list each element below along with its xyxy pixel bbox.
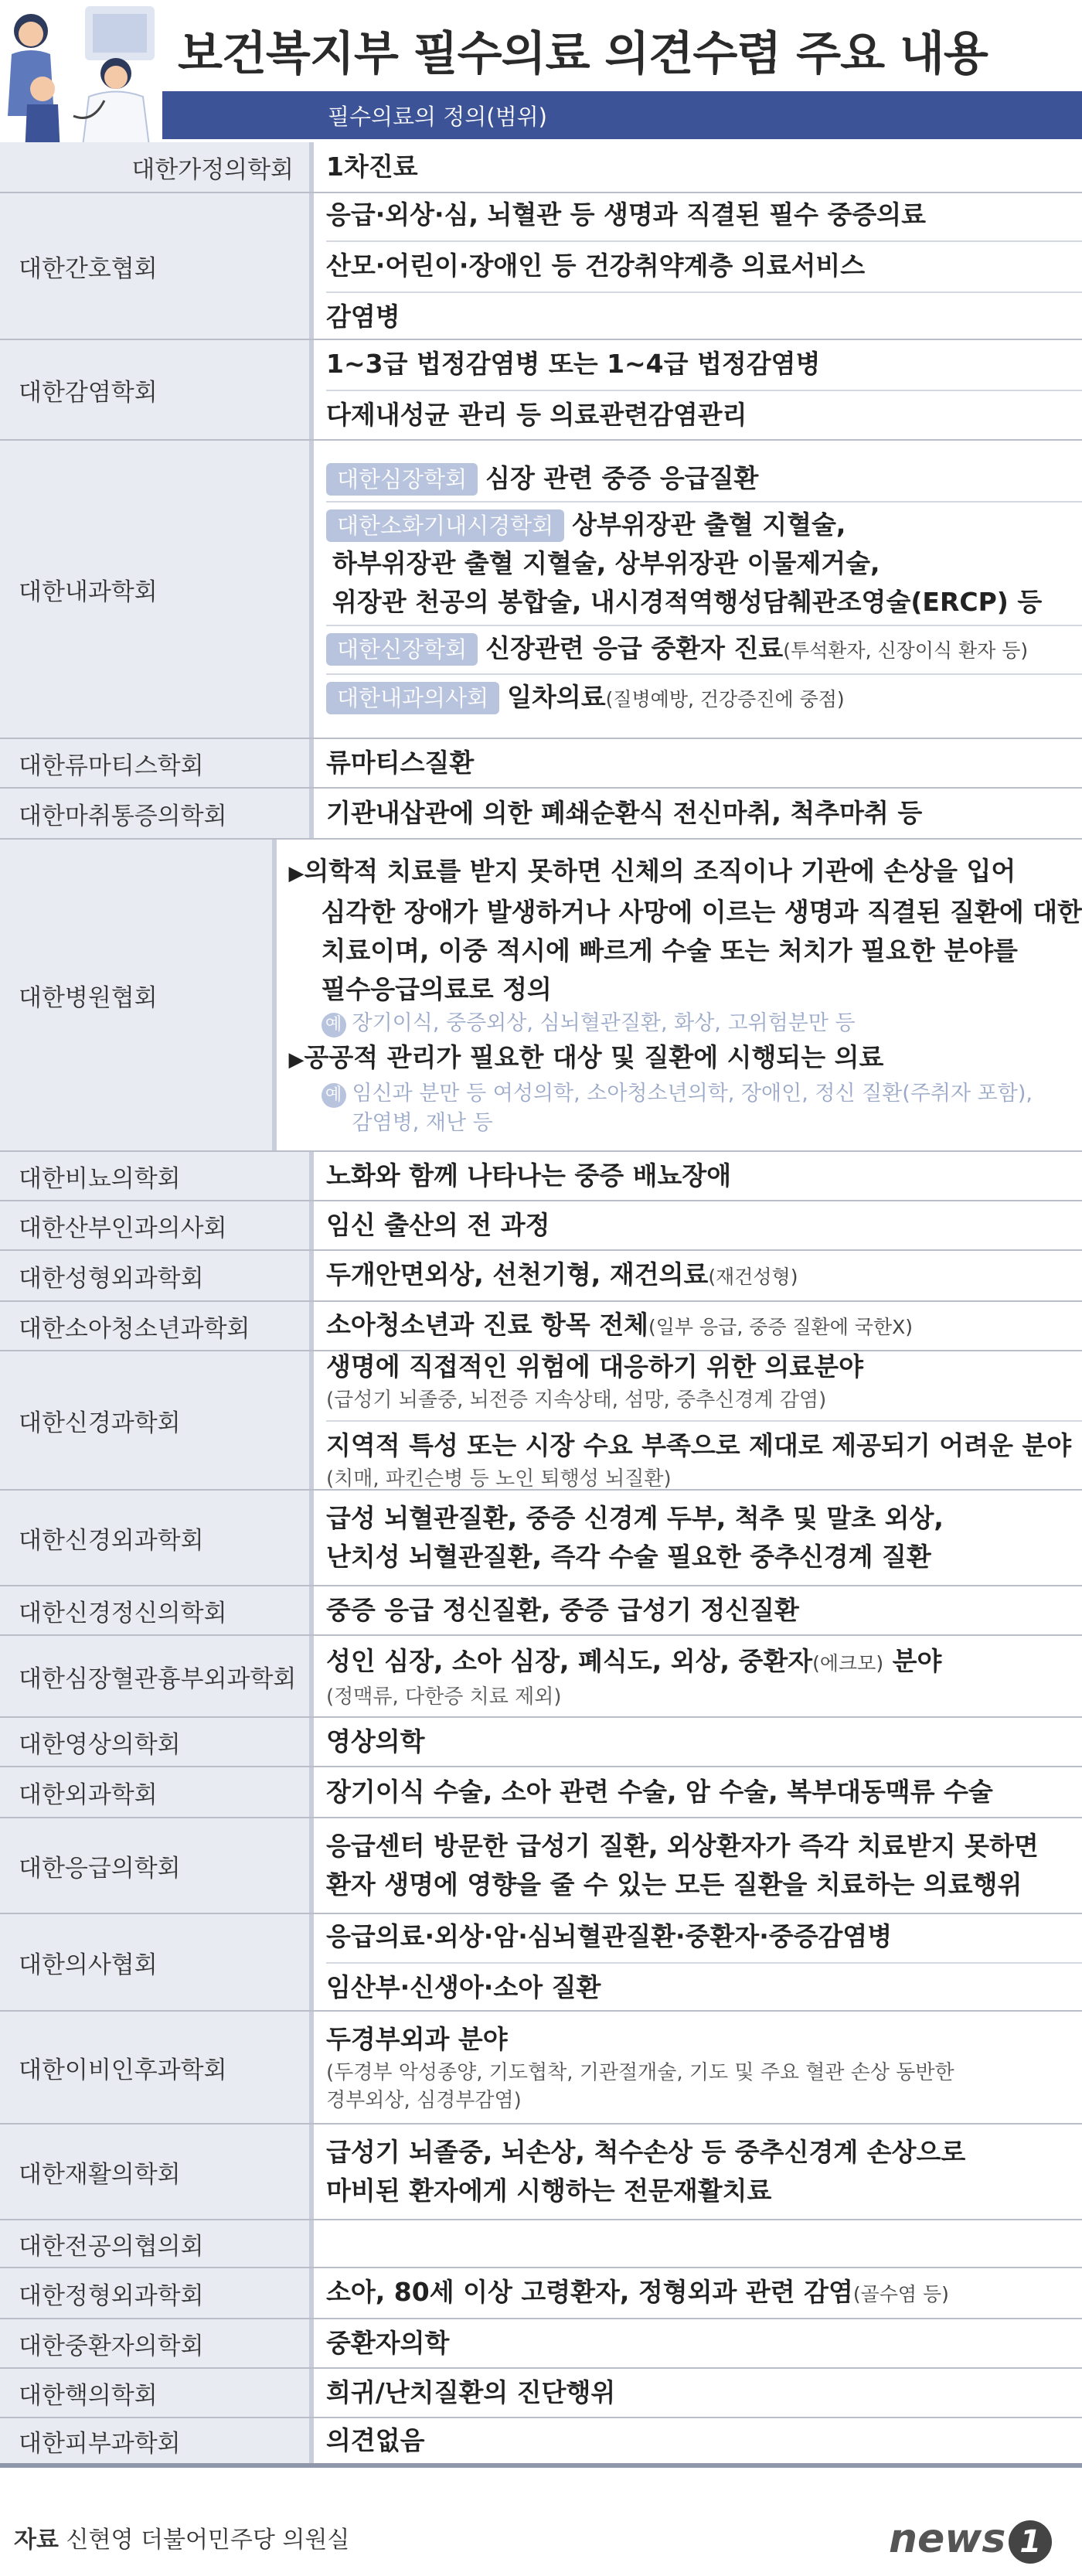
row-text: 심각한 장애가 발생하거나 사망에 이르는 생명과 직결된 질환에 대한 [321, 897, 1082, 927]
row-note: (정맥류, 다한증 치료 제외) [326, 1685, 562, 1709]
row-text: 의견없음 [326, 2425, 425, 2455]
row-text: 장기이식 수술, 소아 관련 수술, 암 수술, 복부대동맥류 수술 [326, 1777, 993, 1807]
row-note: (재건성형) [708, 1265, 798, 1288]
row-text: 응급센터 방문한 급성기 질환, 외상환자가 즉각 치료받지 못하면 [326, 1831, 1039, 1861]
row-note: (급성기 뇌졸중, 뇌전증 지속상태, 섬망, 중추신경계 감염) [326, 1389, 827, 1412]
row-note: (골수염 등) [852, 2282, 949, 2305]
org-name: 대한피부과학회 [0, 2418, 314, 2463]
news1-logo [889, 2516, 1068, 2564]
table-row [0, 1152, 1082, 1201]
row-text: 급성 뇌혈관질환, 중증 신경계 두부, 척추 및 말초 외상, [326, 1503, 944, 1533]
row-text: 두개안면외상, 선천기형, 재건의료 [326, 1259, 709, 1290]
table-row [0, 2268, 1082, 2319]
row-text: 감염병 [326, 302, 400, 332]
logo-number: 1 [1009, 2520, 1052, 2564]
row-text: 난치성 뇌혈관질환, 즉각 수술 필요한 중추신경계 질환 [326, 1542, 931, 1572]
row-text: 소아, 80세 이상 고령환자, 정형외과 관련 감염 [326, 2276, 853, 2307]
table-row [0, 340, 1082, 441]
row-text: 중증 응급 정신질환, 중증 급성기 정신질환 [326, 1595, 799, 1625]
row-text: 영상의학 [326, 1726, 425, 1757]
source-text: 신현영 더불어민주당 의원실 [58, 2527, 350, 2554]
row-text: 임신 출산의 전 과정 [326, 1210, 550, 1240]
table-row [0, 1351, 1082, 1491]
row-text: 일차의료 [507, 682, 606, 712]
row-note: (투석환자, 신장이식 환자 등) [783, 639, 1029, 662]
source-label: 자료 [14, 2527, 59, 2554]
row-text: 상부위장관 출혈 지혈술, [572, 509, 846, 540]
org-name: 대한중환자의학회 [0, 2319, 314, 2367]
row-text: 1차진료 [326, 152, 418, 182]
table-row [0, 2319, 1082, 2369]
table-row [0, 2369, 1082, 2418]
table-row [0, 2125, 1082, 2220]
org-name: 대한소아청소년과학회 [0, 1302, 314, 1350]
org-name: 대한전공의협의회 [0, 2220, 314, 2267]
example-text: 감염병, 재난 등 [352, 1111, 493, 1135]
row-text: 성인 심장, 소아 심장, 폐식도, 외상, 중환자 [326, 1645, 813, 1676]
sub-org-tag: 대한신장학회 [326, 633, 478, 666]
row-text: 노화와 함께 나타나는 중증 배뇨장애 [326, 1160, 732, 1191]
org-name: 대한가정의학회 [0, 142, 314, 192]
row-text: 분야 [883, 1645, 942, 1676]
org-name: 대한응급의학회 [0, 1818, 314, 1913]
example-text: 임신과 분만 등 여성의학, 소아청소년의학, 장애인, 정신 질환(주취자 포함), [352, 1082, 1033, 1106]
table-row [0, 789, 1082, 840]
org-name: 대한신경과학회 [0, 1351, 314, 1489]
org-name: 대한감염학회 [0, 340, 314, 439]
row-text: 치료이며, 이중 적시에 빠르게 수술 또는 처치가 필요한 분야를 [321, 935, 1018, 966]
sub-org-tag: 대한소화기내시경학회 [326, 509, 564, 542]
row-text: 소아청소년과 진료 항목 전체 [326, 1309, 649, 1340]
row-text: 신장관련 응급 중환자 진료 [485, 633, 784, 663]
table-row [0, 1586, 1082, 1636]
example-badge: 예 [322, 1013, 346, 1038]
footer [0, 2505, 1082, 2576]
org-name: 대한비뇨의학회 [0, 1152, 314, 1200]
opinion-table [0, 142, 1082, 2468]
row-text: 임산부·신생아·소아 질환 [326, 1972, 601, 2002]
table-row [0, 1251, 1082, 1302]
row-text: 환자 생명에 영향을 줄 수 있는 모든 질환을 치료하는 의료행위 [326, 1869, 1022, 1900]
org-name: 대한성형외과학회 [0, 1251, 314, 1300]
org-name: 대한마취통증의학회 [0, 789, 314, 838]
table-row [0, 441, 1082, 739]
sub-org-tag: 대한심장학회 [326, 463, 478, 496]
org-name: 대한신경외과학회 [0, 1491, 314, 1585]
row-text: 중환자의학 [326, 2328, 450, 2358]
table-row [0, 1302, 1082, 1351]
example-text: 장기이식, 중증외상, 심뇌혈관질환, 화상, 고위험분만 등 [352, 1011, 856, 1035]
org-name: 대한류마티스학회 [0, 739, 314, 787]
row-note: (질병예방, 건강증진에 중점) [605, 688, 845, 710]
row-text: 응급·외상·심, 뇌혈관 등 생명과 직결된 필수 중증의료 [326, 199, 926, 230]
row-text: 마비된 환자에게 시행하는 전문재활치료 [326, 2176, 772, 2206]
table-row [0, 1914, 1082, 2012]
triangle-bullet-icon: ▶ [288, 862, 305, 885]
table-row [0, 142, 1082, 193]
subheader-bar [162, 91, 1082, 139]
row-text: 희귀/난치질환의 진단행위 [326, 2377, 616, 2407]
source-credit [14, 2520, 349, 2554]
page-title: 보건복지부 필수의료 의견수렴 주요 내용 [178, 27, 988, 81]
org-name: 대한영상의학회 [0, 1718, 314, 1766]
row-note: (일부 응급, 중증 질환에 국한X) [648, 1315, 914, 1338]
table-row [0, 1767, 1082, 1818]
row-text: 응급의료·외상·암·심뇌혈관질환·중환자·중증감염병 [326, 1921, 893, 1951]
table-row [0, 2012, 1082, 2125]
row-text: 생명에 직접적인 위험에 대응하기 위한 의료분야 [326, 1351, 864, 1382]
example-badge: 예 [322, 1083, 346, 1108]
org-name: 대한병원협회 [0, 840, 277, 1150]
table-row [0, 2418, 1082, 2468]
org-name: 대한의사협회 [0, 1914, 314, 2010]
row-text: 류마티스질환 [326, 748, 475, 778]
row-text: 지역적 특성 또는 시장 수요 부족으로 제대로 제공되기 어려운 분야 [326, 1430, 1072, 1460]
table-row [0, 193, 1082, 340]
org-name: 대한심장혈관흉부외과학회 [0, 1636, 314, 1716]
row-text: 급성기 뇌졸중, 뇌손상, 척수손상 등 중추신경계 손상으로 [326, 2137, 966, 2167]
org-name: 대한외과학회 [0, 1767, 314, 1817]
table-row [0, 840, 1082, 1152]
table-row [0, 1818, 1082, 1914]
row-text: 다제내성균 관리 등 의료관련감염관리 [326, 400, 747, 430]
table-row [0, 2220, 1082, 2268]
row-text: 산모·어린이·장애인 등 건강취약계층 의료서비스 [326, 250, 866, 281]
row-text: 필수응급의료로 정의 [321, 974, 552, 1004]
org-name: 대한정형외과학회 [0, 2268, 314, 2318]
row-text: 기관내삽관에 의한 폐쇄순환식 전신마취, 척추마취 등 [326, 798, 923, 828]
org-name: 대한신경정신의학회 [0, 1586, 314, 1634]
org-name: 대한내과학회 [0, 441, 314, 738]
row-text: 1~3급 법정감염병 또는 1~4급 법정감염병 [326, 349, 821, 379]
header [0, 0, 1082, 158]
org-name: 대한간호협회 [0, 193, 314, 339]
logo-text: news [889, 2516, 1006, 2562]
table-row [0, 1491, 1082, 1586]
row-note: 경부외상, 심경부감염) [326, 2089, 522, 2112]
org-name: 대한재활의학회 [0, 2125, 314, 2219]
row-note: (두경부 악성종양, 기도협착, 기관절개술, 기도 및 주요 혈관 손상 동반한 [326, 2061, 954, 2084]
row-note: (치매, 파킨슨병 등 노인 퇴행성 뇌질환) [326, 1467, 672, 1491]
row-text: 의학적 치료를 받지 못하면 신체의 조직이나 기관에 손상을 입어 [304, 856, 1016, 886]
table-row [0, 739, 1082, 789]
row-text: 하부위장관 출혈 지혈술, 상부위장관 이물제거술, [332, 548, 880, 578]
row-text: 심장 관련 중증 응급질환 [485, 463, 759, 493]
triangle-bullet-icon: ▶ [288, 1048, 305, 1072]
row-text: 공공적 관리가 필요한 대상 및 질환에 시행되는 의료 [304, 1042, 884, 1072]
org-name: 대한이비인후과학회 [0, 2012, 314, 2123]
org-name: 대한핵의학회 [0, 2369, 314, 2417]
table-row [0, 1636, 1082, 1718]
subheader-label: 필수의료의 정의(범위) [328, 103, 547, 130]
table-row [0, 1718, 1082, 1767]
org-name: 대한산부인과의사회 [0, 1201, 314, 1249]
sub-org-tag: 대한내과의사회 [326, 682, 499, 714]
row-note: (에크모) [812, 1651, 884, 1675]
row-text: 두경부외과 분야 [326, 2024, 508, 2054]
table-row [0, 1201, 1082, 1251]
row-text: 위장관 천공의 봉합술, 내시경적역행성담췌관조영술(ERCP) 등 [332, 587, 1043, 617]
doctor-patient-illustration-icon [0, 0, 162, 158]
